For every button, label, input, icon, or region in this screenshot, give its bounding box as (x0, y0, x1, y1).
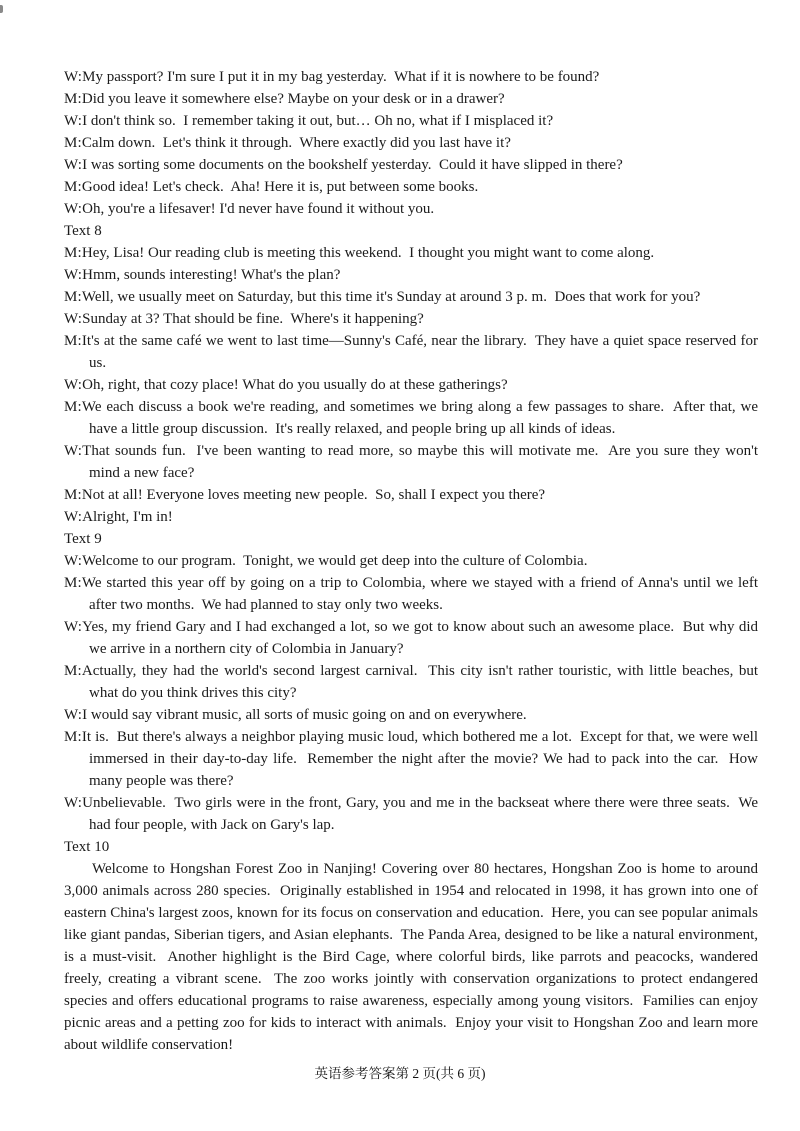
text-section-heading: Text 9 (64, 531, 102, 547)
speaker-label: W: (64, 69, 83, 85)
dialogue-line: W:Oh, right, that cozy place! What do you usually do at these gatherings? (64, 377, 508, 393)
speaker-label: W: (64, 377, 83, 393)
dialogue-line: M:We started this year off by going on a trip to Colombia, where we stayed with a friend of Anna's until we left after two months. We had planned to stay only two weeks. (64, 575, 762, 613)
dialogue-line: W:Unbelievable. Two girls were in the front, Gary, you and me in the backseat where there were three seats. We had four people, with Jack on Gary's lap. (64, 795, 762, 833)
speaker-label: M: (64, 135, 82, 151)
dialogue-line: W:Alright, I'm in! (64, 509, 173, 525)
speaker-label: W: (64, 707, 83, 723)
speaker-label: M: (64, 245, 82, 261)
speaker-label: M: (64, 179, 82, 195)
dialogue-line: W:Sunday at 3? That should be fine. Where's it happening? (64, 311, 424, 327)
speaker-label: W: (64, 311, 83, 327)
speaker-label: M: (64, 663, 82, 679)
speaker-label: W: (64, 201, 83, 217)
text-section-heading: Text 8 (64, 223, 102, 239)
page-footer: 英语参考答案第 2 页(共 6 页) (314, 1066, 486, 1081)
dialogue-line: W:I would say vibrant music, all sorts of music going on and on everywhere. (64, 707, 527, 723)
speaker-label: M: (64, 575, 82, 591)
transcript (64, 66, 762, 1056)
dialogue-line: M:Hey, Lisa! Our reading club is meeting this weekend. I thought you might want to come along. (64, 245, 655, 261)
dialogue-line: M:Actually, they had the world's second largest carnival. This city isn't rather touristic, with little beaches, but what do you think drives this city? (64, 663, 762, 701)
speaker-label: W: (64, 267, 83, 283)
dialogue-line: W:Welcome to our program. Tonight, we would get deep into the culture of Colombia. (64, 553, 588, 569)
dialogue-line: M:Well, we usually meet on Saturday, but this time it's Sunday at around 3 p. m. Does that work for you? (64, 289, 701, 305)
dialogue-line: M:It is. But there's always a neighbor playing music loud, which bothered me a lot. Except for that, we were well immersed in their day-to-day life. Remember the night after the movie? We had to pack into the car. How many people was there? (64, 729, 762, 789)
speaker-label: W: (64, 157, 83, 173)
dialogue-line: W:Hmm, sounds interesting! What's the plan? (64, 267, 341, 283)
speaker-label: M: (64, 289, 82, 305)
dialogue-line: W:That sounds fun. I've been wanting to read more, so maybe this will motivate me. Are you sure they won't mind a new face? (64, 443, 762, 481)
dialogue-line: W:I was sorting some documents on the bookshelf yesterday. Could it have slipped in there? (64, 157, 623, 173)
speaker-label: M: (64, 399, 82, 415)
text-section-heading: Text 10 (64, 839, 110, 855)
monologue-paragraph: Welcome to Hongshan Forest Zoo in Nanjing! Covering over 80 hectares, Hongshan Zoo is home to around 3,000 animals across 280 species. Originally established in 1954 and relocated in 1998, it has grown into one of eastern China's largest zoos, known for its focus on conservation and education. Here, you can see popular animals like giant pandas, Siberian tigers, and Asian elephants. The Panda Area, designed to be like a natural environment, is a must-visit. Another highlight is the Bird Cage, where colorful birds, like parrots and peacocks, wandered freely, creating a vibrant scene. The zoo works jointly with conservation organizations to protect endangered species and offers educational programs to raise awareness, especially among young visitors. Families can enjoy picnic areas and a petting zoo for kids to interact with animals. Enjoy your visit to Hongshan Zoo and learn more about wildlife conservation! (64, 861, 762, 1053)
speaker-label: W: (64, 553, 83, 569)
dialogue-line: W:I don't think so. I remember taking it out, but… Oh no, what if I misplaced it? (64, 113, 554, 129)
dialogue-line: M:Did you leave it somewhere else? Maybe on your desk or in a drawer? (64, 91, 505, 107)
dialogue-line: W:My passport? I'm sure I put it in my bag yesterday. What if it is nowhere to be found? (64, 69, 600, 85)
speaker-label: W: (64, 113, 83, 129)
dialogue-line: W:Oh, you're a lifesaver! I'd never have found it without you. (64, 201, 435, 217)
speaker-label: M: (64, 333, 82, 349)
dialogue-line: M:Good idea! Let's check. Aha! Here it is, put between some books. (64, 179, 479, 195)
speaker-label: W: (64, 443, 83, 459)
speaker-label: M: (64, 487, 82, 503)
dialogue-line: M:We each discuss a book we're reading, and sometimes we bring along a few passages to share. After that, we have a little group discussion. It's really relaxed, and people bring up all kinds of ideas. (64, 399, 762, 437)
dialogue-line: M:Calm down. Let's think it through. Where exactly did you last have it? (64, 135, 511, 151)
speaker-label: M: (64, 91, 82, 107)
speaker-label: W: (64, 509, 83, 525)
speaker-label: W: (64, 619, 83, 635)
dialogue-line: M:It's at the same café we went to last time—Sunny's Café, near the library. They have a quiet space reserved for us. (64, 333, 762, 371)
dialogue-line: W:Yes, my friend Gary and I had exchanged a lot, so we got to know about such an awesome place. But why did we arrive in a northern city of Colombia in January? (64, 619, 762, 657)
speaker-label: M: (64, 729, 82, 745)
speaker-label: W: (64, 795, 83, 811)
dialogue-line: M:Not at all! Everyone loves meeting new people. So, shall I expect you there? (64, 487, 546, 503)
scan-artifact (0, 5, 3, 13)
